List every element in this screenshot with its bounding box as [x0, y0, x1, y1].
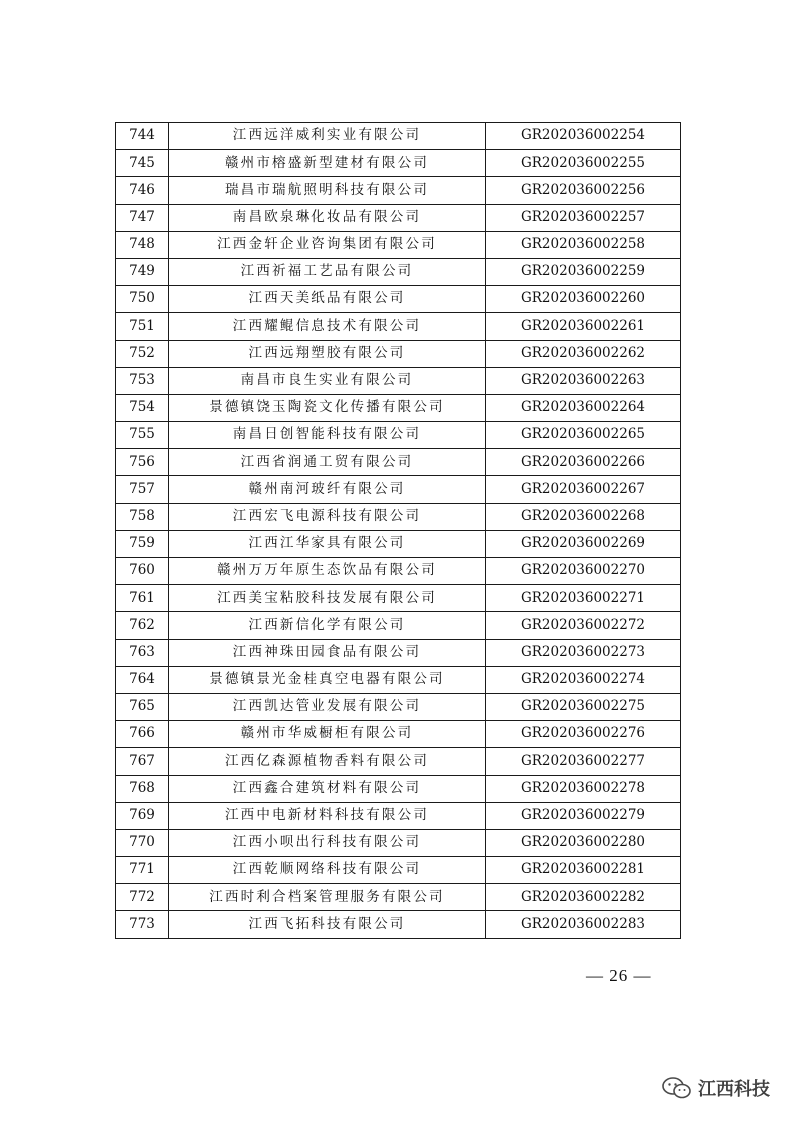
company-name-cell: 景德镇饶玉陶瓷文化传播有限公司 — [169, 394, 486, 421]
certificate-code-cell: GR202036002254 — [486, 123, 681, 150]
company-name-cell: 江西美宝粘胶科技发展有限公司 — [169, 585, 486, 612]
table-row — [116, 476, 681, 503]
company-name-cell: 江西江华家具有限公司 — [169, 530, 486, 557]
certificate-code-cell: GR202036002277 — [486, 748, 681, 775]
company-name-cell: 江西时利合档案管理服务有限公司 — [169, 884, 486, 911]
row-number-cell: 755 — [116, 422, 169, 449]
company-name-cell: 江西小呗出行科技有限公司 — [169, 829, 486, 856]
company-name-cell: 江西祈福工艺品有限公司 — [169, 258, 486, 285]
row-number-cell: 767 — [116, 748, 169, 775]
table-row — [116, 367, 681, 394]
certificate-code-cell: GR202036002282 — [486, 884, 681, 911]
company-name-cell: 江西耀鲲信息技术有限公司 — [169, 313, 486, 340]
watermark-text: 江西科技 — [698, 1079, 770, 1100]
certificate-code-cell: GR202036002269 — [486, 530, 681, 557]
watermark — [662, 1075, 770, 1101]
table-row — [116, 639, 681, 666]
row-number-cell: 760 — [116, 558, 169, 585]
row-number-cell: 771 — [116, 857, 169, 884]
company-name-cell: 江西天美纸品有限公司 — [169, 286, 486, 313]
wechat-icon — [662, 1077, 692, 1099]
row-number-cell: 770 — [116, 829, 169, 856]
row-number-cell: 751 — [116, 313, 169, 340]
company-name-cell: 赣州市华威橱柜有限公司 — [169, 721, 486, 748]
row-number-cell: 766 — [116, 721, 169, 748]
table-row — [116, 449, 681, 476]
company-name-cell: 江西中电新材料科技有限公司 — [169, 802, 486, 829]
certificate-code-cell: GR202036002264 — [486, 394, 681, 421]
company-name-cell: 江西宏飞电源科技有限公司 — [169, 503, 486, 530]
row-number-cell: 754 — [116, 394, 169, 421]
certificate-code-cell: GR202036002259 — [486, 258, 681, 285]
certificate-code-cell: GR202036002265 — [486, 422, 681, 449]
row-number-cell: 749 — [116, 258, 169, 285]
company-name-cell: 江西省润通工贸有限公司 — [169, 449, 486, 476]
table-row — [116, 286, 681, 313]
certificate-code-cell: GR202036002283 — [486, 911, 681, 938]
table-row — [116, 530, 681, 557]
company-name-cell: 江西神珠田园食品有限公司 — [169, 639, 486, 666]
certificate-code-cell: GR202036002266 — [486, 449, 681, 476]
table-row — [116, 123, 681, 150]
table-row — [116, 231, 681, 258]
company-name-cell: 江西鑫合建筑材料有限公司 — [169, 775, 486, 802]
company-name-cell: 赣州万万年原生态饮品有限公司 — [169, 558, 486, 585]
table-body — [116, 123, 681, 939]
certificate-code-cell: GR202036002274 — [486, 666, 681, 693]
table-row — [116, 857, 681, 884]
certificate-code-cell: GR202036002257 — [486, 204, 681, 231]
certificate-code-cell: GR202036002260 — [486, 286, 681, 313]
table-row — [116, 503, 681, 530]
table-row — [116, 829, 681, 856]
certificate-code-cell: GR202036002268 — [486, 503, 681, 530]
table-row — [116, 612, 681, 639]
certificate-code-cell: GR202036002272 — [486, 612, 681, 639]
row-number-cell: 744 — [116, 123, 169, 150]
table-row — [116, 340, 681, 367]
company-name-cell: 赣州南河玻纤有限公司 — [169, 476, 486, 503]
row-number-cell: 769 — [116, 802, 169, 829]
company-name-cell: 江西飞拓科技有限公司 — [169, 911, 486, 938]
row-number-cell: 772 — [116, 884, 169, 911]
table-row — [116, 422, 681, 449]
table-row — [116, 204, 681, 231]
row-number-cell: 758 — [116, 503, 169, 530]
row-number-cell: 753 — [116, 367, 169, 394]
table-row — [116, 558, 681, 585]
table-row — [116, 313, 681, 340]
row-number-cell: 757 — [116, 476, 169, 503]
table-row — [116, 802, 681, 829]
page-number: — 26 — — [586, 966, 652, 985]
company-name-cell: 江西远翔塑胶有限公司 — [169, 340, 486, 367]
certificate-code-cell: GR202036002276 — [486, 721, 681, 748]
company-table — [115, 122, 681, 939]
table-row — [116, 721, 681, 748]
row-number-cell: 773 — [116, 911, 169, 938]
table-row — [116, 666, 681, 693]
row-number-cell: 761 — [116, 585, 169, 612]
company-name-cell: 江西乾顺网络科技有限公司 — [169, 857, 486, 884]
table-row — [116, 177, 681, 204]
certificate-code-cell: GR202036002281 — [486, 857, 681, 884]
certificate-code-cell: GR202036002279 — [486, 802, 681, 829]
company-name-cell: 江西新信化学有限公司 — [169, 612, 486, 639]
row-number-cell: 768 — [116, 775, 169, 802]
table-row — [116, 911, 681, 938]
certificate-code-cell: GR202036002258 — [486, 231, 681, 258]
table-row — [116, 748, 681, 775]
table-row — [116, 693, 681, 720]
row-number-cell: 764 — [116, 666, 169, 693]
company-name-cell: 江西凯达管业发展有限公司 — [169, 693, 486, 720]
certificate-code-cell: GR202036002270 — [486, 558, 681, 585]
certificate-code-cell: GR202036002280 — [486, 829, 681, 856]
row-number-cell: 756 — [116, 449, 169, 476]
company-name-cell: 瑞昌市瑞航照明科技有限公司 — [169, 177, 486, 204]
row-number-cell: 763 — [116, 639, 169, 666]
certificate-code-cell: GR202036002262 — [486, 340, 681, 367]
company-name-cell: 江西远洋威利实业有限公司 — [169, 123, 486, 150]
table-row — [116, 258, 681, 285]
company-name-cell: 南昌日创智能科技有限公司 — [169, 422, 486, 449]
certificate-code-cell: GR202036002263 — [486, 367, 681, 394]
certificate-code-cell: GR202036002271 — [486, 585, 681, 612]
company-name-cell: 赣州市榕盛新型建材有限公司 — [169, 150, 486, 177]
certificate-code-cell: GR202036002273 — [486, 639, 681, 666]
company-name-cell: 江西金轩企业咨询集团有限公司 — [169, 231, 486, 258]
company-name-cell: 景德镇景光金桂真空电器有限公司 — [169, 666, 486, 693]
company-name-cell: 南昌欧泉琳化妆品有限公司 — [169, 204, 486, 231]
table-row — [116, 150, 681, 177]
row-number-cell: 759 — [116, 530, 169, 557]
row-number-cell: 752 — [116, 340, 169, 367]
certificate-code-cell: GR202036002275 — [486, 693, 681, 720]
row-number-cell: 762 — [116, 612, 169, 639]
certificate-code-cell: GR202036002267 — [486, 476, 681, 503]
row-number-cell: 745 — [116, 150, 169, 177]
table-row — [116, 585, 681, 612]
table-row — [116, 884, 681, 911]
table-row — [116, 775, 681, 802]
row-number-cell: 747 — [116, 204, 169, 231]
certificate-code-cell: GR202036002261 — [486, 313, 681, 340]
row-number-cell: 765 — [116, 693, 169, 720]
company-name-cell: 南昌市良生实业有限公司 — [169, 367, 486, 394]
certificate-code-cell: GR202036002278 — [486, 775, 681, 802]
row-number-cell: 746 — [116, 177, 169, 204]
table-row — [116, 394, 681, 421]
company-name-cell: 江西亿森源植物香料有限公司 — [169, 748, 486, 775]
certificate-code-cell: GR202036002255 — [486, 150, 681, 177]
certificate-code-cell: GR202036002256 — [486, 177, 681, 204]
row-number-cell: 748 — [116, 231, 169, 258]
row-number-cell: 750 — [116, 286, 169, 313]
